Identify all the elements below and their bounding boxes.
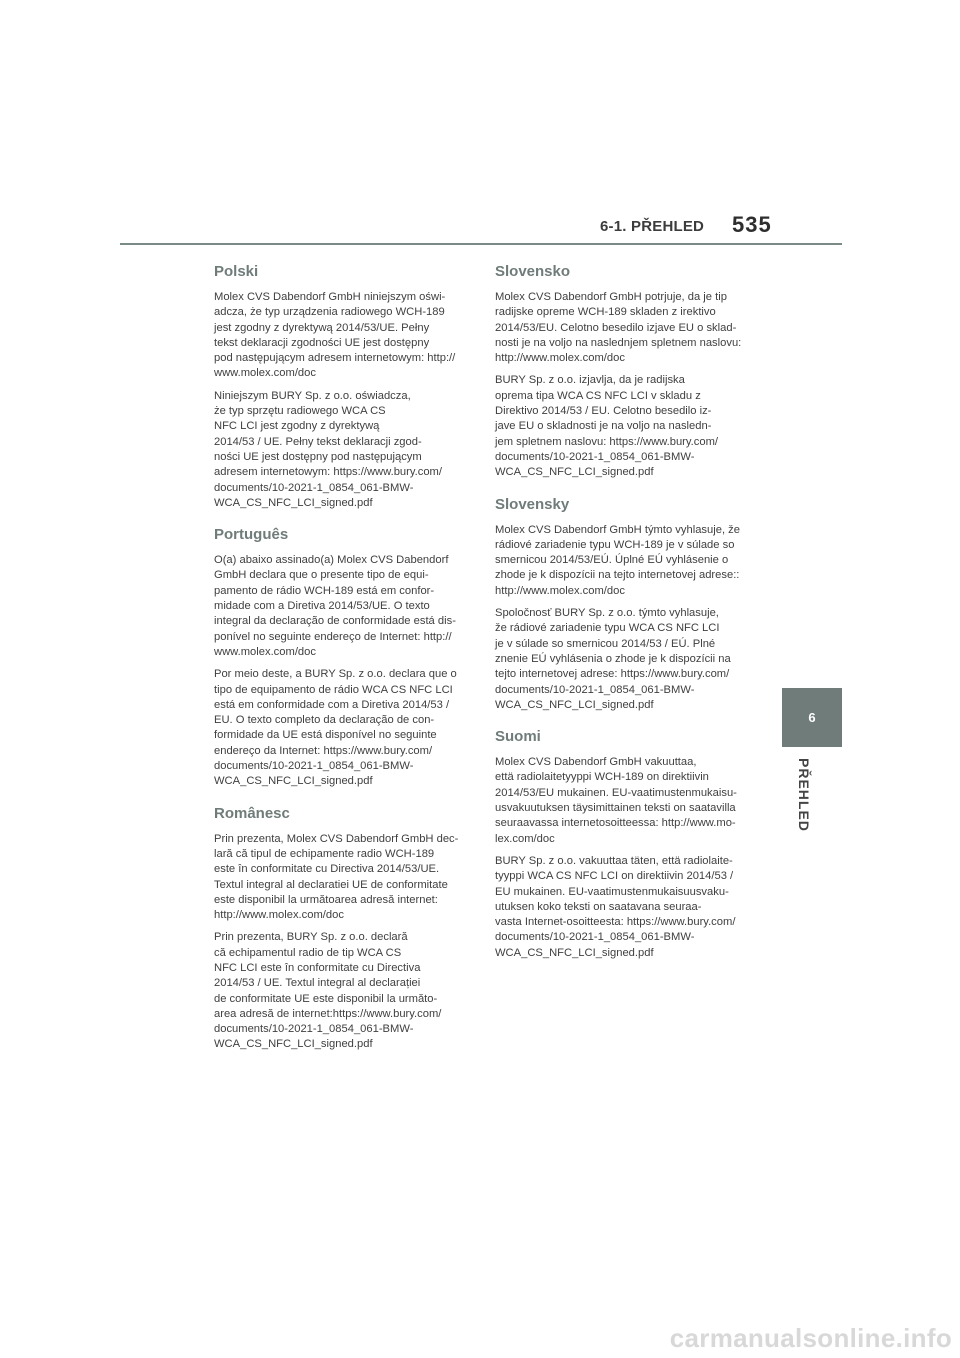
paragraph: O(a) abaixo assinado(a) Molex CVS Dabendorf GmbH declara que o presente tipo de equi- pamento de rádio WCH-189 está em confor- midade com a Diretiva 2014/53/UE. O texto integral da declaração de conformidade está dis- ponível no seguinte endereço de Internet: http:// www.molex.com/doc [214,554,456,658]
section-suomi [495,727,747,961]
paragraph: Prin prezenta, Molex CVS Dabendorf GmbH dec- lară că tipul de echipamente radio WCH-189 este în conformitate cu Directiva 2014/53/UE. Textul integral al declaratiei UE de conformitate este disponibil la următoarea adresă internet: http://www.molex.com/doc [214,832,459,922]
section-heading: Slovensko [495,263,571,280]
section-romanesc [214,804,466,1053]
paragraph: Molex CVS Dabendorf GmbH potrjuje, da je tip radijske opreme WCH-189 skladen z irektivo 2014/53/EU. Celotno besedilo izjave EU o sklad- nosti je na voljo na naslednjem spletnem naslovu: http://www.molex.com/doc [495,291,742,365]
paragraph: Prin prezenta, BURY Sp. z o.o. declară că echipamentul radio de tip WCA CS NFC LCI este în conformitate cu Directiva 2014/53 / UE. Textul integral al declarației de conformitate UE este disponibil la următo- area adresă de internet:https://www.bury.com/ documents/10-2021-1_0854_061-BMW- WCA_CS_NFC_LCI_signed.pdf [214,931,442,1051]
section-heading: Português [214,526,289,544]
paragraph: Niniejszym BURY Sp. z o.o. oświadcza, że typ sprzętu radiowego WCA CS NFC LCI jest zgodny z dyrektywą 2014/53 / UE. Pełny tekst deklaracji zgod- ności UE jest dostępny pod następującym adresem internetowym: https://www.bury.com/ documents/10-2021-1_0854_061-BMW- WCA_CS_NFC_LCI_signed.pdf [214,389,442,509]
section-heading: Suomi [495,728,541,746]
left-column [214,262,466,1067]
paragraph: Molex CVS Dabendorf GmbH vakuuttaa, että radiolaitetyyppi WCH-189 on direktiivin 2014/53/EU mukainen. EU-vaatimustenmukaisu- usvakuutuksen täysimittainen teksti on saatavilla seuraavassa internetosoitteessa: http://www.mo- lex.com/doc [495,756,737,845]
paragraph: Spoločnosť BURY Sp. z o.o. týmto vyhlasuje, že rádiové zariadenie typu WCA CS NFC LCI je v súlade so smernicou 2014/53 / EÚ. Plné znenie EÚ vyhlásenia o zhode je k dispozícii na tejto internetovej adrese: https://www.bury.com/ documents/10-2021-1_0854_061-BMW- WCA_CS_NFC_LCI_signed.pdf [495,607,731,711]
chapter-label: PŘEHLED [796,758,812,832]
header-divider [120,243,842,245]
right-column [495,262,747,975]
section-slovensko [495,262,747,481]
page-header [0,0,960,250]
section-heading: Polski [214,263,259,280]
section-slovensky [495,495,747,714]
paragraph: BURY Sp. z o.o. izjavlja, da je radijska oprema tipa WCA CS NFC LCI v skladu z Direktivo 2014/53 / EU. Celotno besedilo iz- jave EU o skladnosti je na voljo na nasledn- jem spletnem naslovu: https://www.bury.com/ documents/10-2021-1_0854_061-BMW- WCA_CS_NFC_LCI_signed.pdf [495,374,719,479]
section-polski [214,262,466,511]
watermark: carmanualsonline.info [669,1323,952,1353]
paragraph: Molex CVS Dabendorf GmbH týmto vyhlasuje, že rádiové zariadenie typu WCH-189 je v súlade so smernicou 2014/53/EÚ. Úplné EÚ vyhlásenie o zhode je k dispozícii na tejto internetovej adrese:: http://www.molex.com/doc [495,523,740,597]
chapter-tab[interactable] [782,688,842,747]
section-heading: Românesc [214,804,290,822]
section-title: 6-1. PŘEHLED [600,218,705,235]
paragraph: Por meio deste, a BURY Sp. z o.o. declara que o tipo de equipamento de rádio WCA CS NFC LCI está em conformidade com a Diretiva 2014/53 / EU. O texto completo da declaração de con- formidade da UE está disponível no seguinte endereço da Internet: https://www.bury.com/ documents/10-2021-1_0854_061-BMW- WCA_CS_NFC_LCI_signed.pdf [214,668,457,788]
paragraph: Molex CVS Dabendorf GmbH niniejszym oświ- adcza, że typ urządzenia radiowego WCH-189 jest zgodny z dyrektywą 2014/53/UE. Pełny tekst deklaracji zgodności UE jest dostępny pod następującym adresem internetowym: http:// www.molex.com/doc [214,291,456,380]
section-heading: Slovensky [495,495,570,513]
paragraph: BURY Sp. z o.o. vakuuttaa täten, että radiolaite- tyyppi WCA CS NFC LCI on direktiivin 2014/53 / EU mukainen. EU-vaatimustenmukaisuusvaku- utuksen koko teksti on saatavana seuraa- vasta Internet-osoitteesta: https://www.bury.com/ documents/10-2021-1_0854_061-BMW- WCA_CS_NFC_LCI_signed.pdf [495,854,736,959]
chapter-number: 6 [808,710,816,725]
page-number: 535 [732,212,772,237]
section-portugues [214,525,466,789]
